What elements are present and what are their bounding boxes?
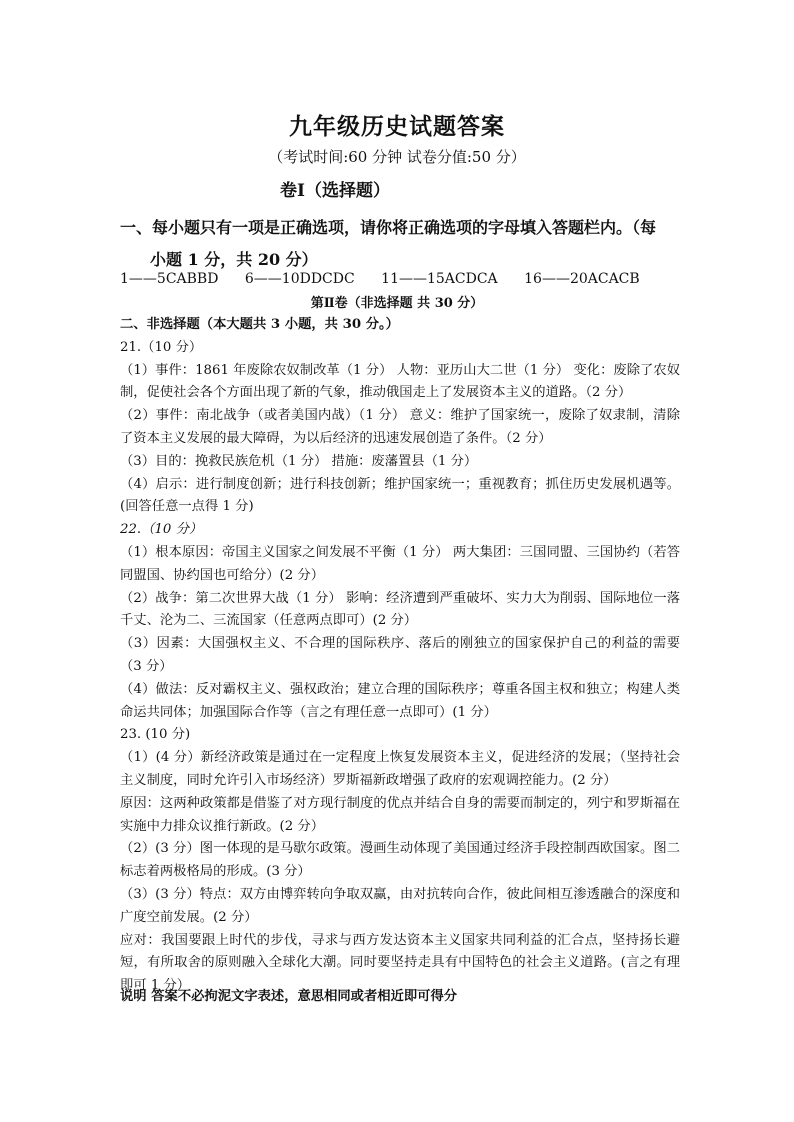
q22-part4: （4）做法：反对霸权主义、强权政治；建立合理的国际秩序；尊重各国主权和独立；构建人类命运共同体；加强国际合作等（言之有理任意一点即可）(1 分）	[120, 681, 680, 720]
q22-part3: （3）因素：大国强权主义、不合理的国际秩序、落后的刚独立的国家保护自己的利益的需要（3 分）	[120, 636, 680, 674]
q23-part3: （3）(3 分）特点：双方由博弈转向争取双赢，由对抗转向合作，彼此间相互渗透融合的深度和广度空前发展。(2 分）	[120, 886, 680, 925]
section2-heading: 二、非选择题（本大题共 3 小题，共 30 分。）	[120, 317, 399, 332]
page-title: 九年级历史试题答案	[289, 113, 505, 140]
q21-part1: （1）事件：1861 年废除农奴制改革（1 分） 人物：亚历山大二世（1 分） 变化：废除了农奴制，促使社会各个方面出现了新的气象，推动俄国走上了发展资本主义的道路。（2 分）	[120, 362, 680, 401]
section2-title: 第Ⅱ卷（非选择题 共 30 分）	[310, 296, 484, 311]
q22-part2: （2）战争：第二次世界大战（1 分） 影响：经济遭到严重破坏、实力大为削弱、国际地位一落千丈、沦为二、三流国家（任意两点即可）(2 分）	[120, 590, 680, 629]
q23-part1-reason: 原因：这两种政策都是借鉴了对方现行制度的优点并结合自身的需要而制定的，列宁和罗斯福在实施中力排众议推行新政。(2 分）	[120, 795, 680, 834]
q22-heading: 22.（10 分）	[120, 522, 203, 538]
instruction-line2: 小题 1 分，共 20 分）	[150, 250, 318, 269]
question1-instruction	[120, 212, 690, 276]
q23-part1: （1）(4 分）新经济政策是通过在一定程度上恢复发展资本主义，促进经济的发展；（坚持社会主义制度，同时允许引入市场经济）罗斯福新政增强了政府的宏观调控能力。(2 分）	[120, 750, 680, 788]
q21-heading: 21.（10 分）	[120, 339, 203, 355]
q21-part4: （4）启示：进行制度创新；进行科技创新；维护国家统一；重视教育；抓住历史发展机遇等。(回答任意一点得 1 分)	[120, 476, 680, 515]
q23-heading: 23. (10 分)	[120, 727, 191, 743]
answer-group: 6——10DDCDC	[244, 271, 355, 287]
answer-body	[120, 314, 680, 998]
choice-answers	[120, 271, 662, 287]
answer-group: 1——5CABBD	[120, 271, 219, 287]
exam-info: （考试时间:60 分钟 试卷分值:50 分）	[268, 148, 526, 166]
q23-part2: （2）(3 分）图一体现的是马歇尔政策。漫画生动体现了美国通过经济手段控制西欧国家。图二标志着两极格局的形成。(3 分）	[120, 841, 680, 880]
instruction-line1: 一、每小题只有一项是正确选项，请你将正确选项的字母填入答题栏内。（每	[120, 218, 657, 237]
grading-note: 说明 答案不必拘泥文字表述，意思相同或者相近即可得分	[120, 989, 458, 1004]
answer-group: 16——20ACACB	[524, 271, 640, 287]
q21-part3: （3）目的：挽救民族危机（1 分） 措施：废藩置县（1 分）	[120, 453, 478, 469]
section1-title: 卷Ⅰ（选择题）	[280, 181, 390, 201]
answer-group: 11——15ACDCA	[381, 271, 498, 287]
q23-part3-response: 应对：我国要跟上时代的步伐，寻求与西方发达资本主义国家共同利益的汇合点，坚持扬长避短，有所取舍的原则融入全球化大潮。同时要坚持走具有中国特色的社会主义道路。(言之有理即可 1 分）	[120, 932, 680, 994]
q22-part1: （1）根本原因：帝国主义国家之间发展不平衡（1 分） 两大集团：三国同盟、三国协约（若答同盟国、协约国也可给分）(2 分）	[120, 544, 680, 583]
q21-part2: （2）事件：南北战争（或者美国内战）（1 分） 意义：维护了国家统一，废除了奴隶制，清除了资本主义发展的最大障碍，为以后经济的迅速发展创造了条件。（2 分）	[120, 408, 680, 446]
